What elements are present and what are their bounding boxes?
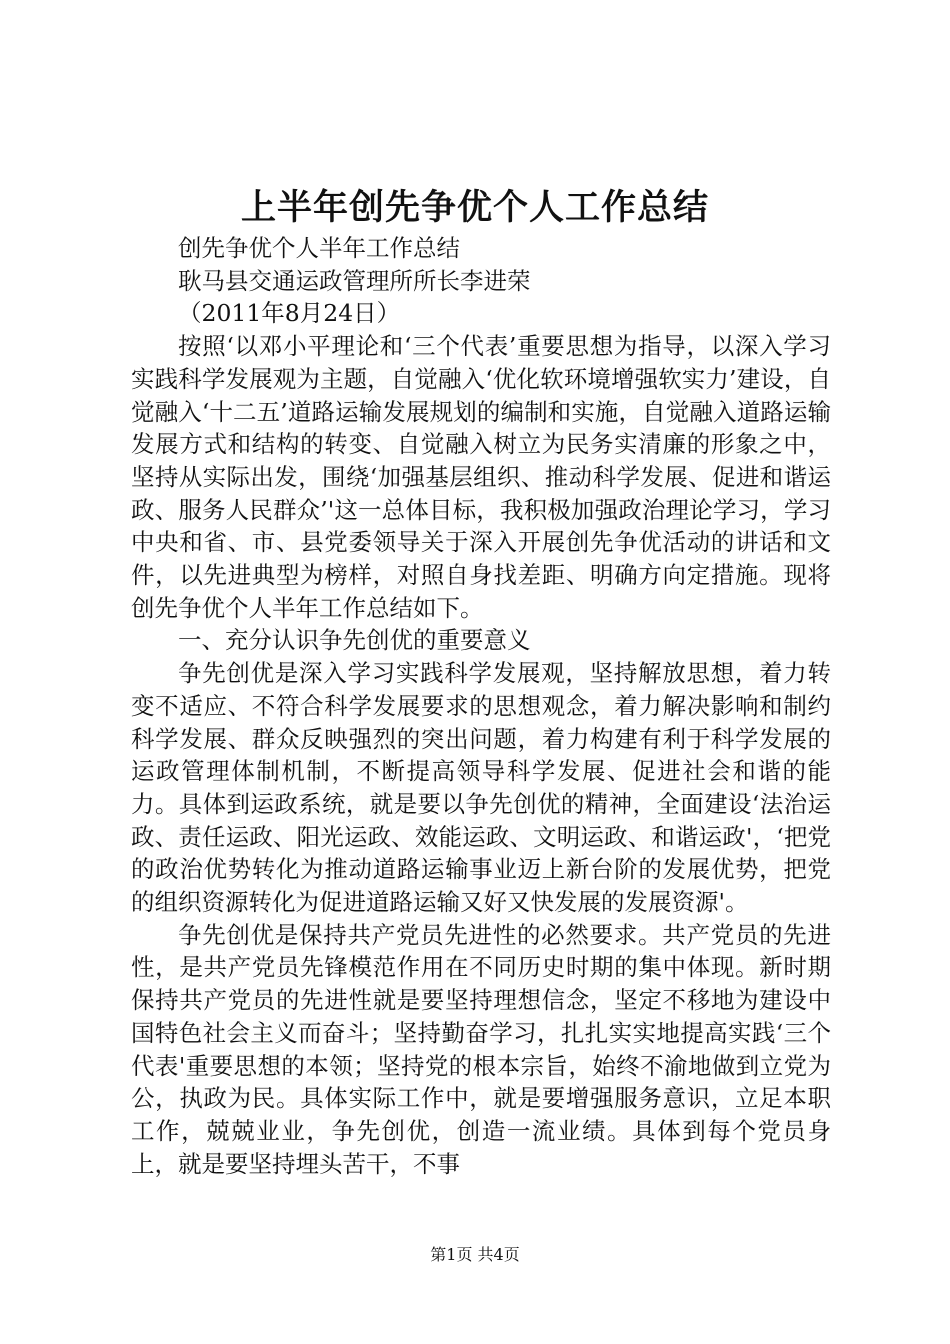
- document-body: [131, 232, 831, 1180]
- subtitle-line: 创先争优个人半年工作总结: [178, 234, 460, 262]
- document-title: 上半年创先争优个人工作总结: [240, 188, 709, 228]
- body-paragraph: 争先创优是保持共产党员先进性的必然要求。共产党员的先进性，是共产党员先锋模范作用在不同历史时期的集中体现。新时期保持共产党员的先进性就是要坚持理想信念，坚定不移地为建设中国特色社会主义而奋斗；坚持勤奋学习，扎扎实实地提高实践‘三个代表'重要思想的本领；坚持党的根本宗旨，始终不渝地做到立党为公，执政为民。具体实际工作中，就是要增强服务意识，立足本职工作，兢兢业业，争先创优，创造一流业绩。具体到每个党员身上，就是要坚持埋头苦干，不事: [131, 920, 831, 1178]
- body-paragraph: 争先创优是深入学习实践科学发展观，坚持解放思想，着力转变不适应、不符合科学发展要求的思想观念，着力解决影响和制约科学发展、群众反映强烈的突出问题，着力构建有利于科学发展的运政管理体制机制，不断提高领导科学发展、促进社会和谐的能力。具体到运政系统，就是要以争先创优的精神，全面建设‘法治运政、责任运政、阳光运政、效能运政、文明运政、和谐运政'，‘把党的政治优势转化为推动道路运输事业迈上新台阶的发展优势，把党的组织资源转化为促进道路运输又好又快发展的发展资源'。: [131, 659, 831, 917]
- date-line: （2011年8月24日）: [178, 299, 401, 328]
- section-heading: 一、充分认识争先创优的重要意义: [178, 626, 531, 655]
- author-line: 耿马县交通运政管理所所长李进荣: [178, 266, 531, 295]
- body-paragraph: 按照‘以邓小平理论和‘三个代表’重要思想为指导，以深入学习实践科学发展观为主题，自觉融入‘优化软环境增强软实力’建设，自觉融入‘十二五’道路运输发展规划的编制和实施，自觉融入道路运输发展方式和结构的转变、自觉融入树立为民务实清廉的形象之中，坚持从实际出发，围绕‘加强基层组织、推动科学发展、促进和谐运政、服务人民群众’'这一总体目标，我积极加强政治理论学习，学习中央和省、市、县党委领导关于深入开展创先争优活动的讲话和文件，以先进典型为榜样，对照自身找差距、明确方向定措施。现将创先争优个人半年工作总结如下。: [131, 332, 831, 622]
- page-footer: 第1页 共4页: [430, 1245, 520, 1264]
